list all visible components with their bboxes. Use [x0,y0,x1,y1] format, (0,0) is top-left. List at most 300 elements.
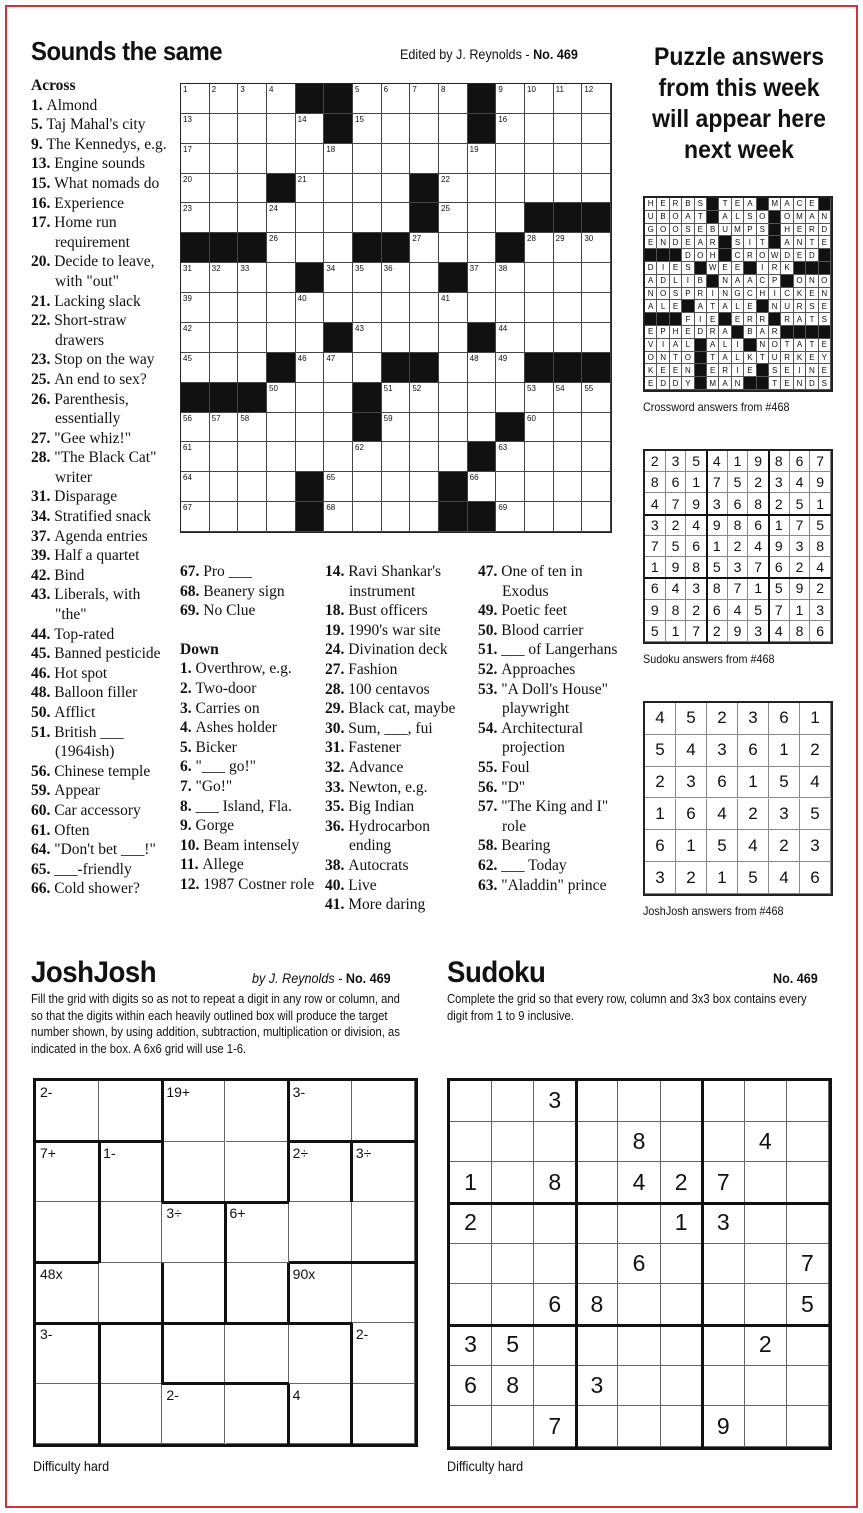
crossword-cell[interactable] [525,442,554,472]
crossword-cell[interactable] [468,233,497,263]
sudoku-given-cell[interactable]: 3 [534,1081,576,1122]
crossword-cell[interactable] [181,502,210,532]
crossword-cell[interactable] [410,442,439,472]
sudoku-given-cell[interactable]: 7 [534,1406,576,1447]
crossword-cell[interactable] [267,293,296,323]
crossword-cell[interactable] [582,442,611,472]
crossword-cell[interactable] [353,144,382,174]
crossword-cell[interactable] [210,413,239,443]
crossword-cell[interactable] [496,114,525,144]
crossword-cell[interactable] [525,233,554,263]
crossword-cell[interactable] [324,353,353,383]
crossword-cell[interactable] [468,263,497,293]
sudoku-empty-cell[interactable] [618,1406,660,1447]
sudoku-empty-cell[interactable] [576,1162,618,1203]
sudoku-empty-cell[interactable] [787,1081,829,1122]
sudoku-grid[interactable] [447,1078,832,1450]
crossword-cell[interactable] [267,233,296,263]
crossword-cell[interactable] [582,114,611,144]
crossword-cell[interactable] [496,293,525,323]
joshjosh-cell[interactable] [36,1202,99,1263]
crossword-cell[interactable] [382,472,411,502]
crossword-cell[interactable] [267,442,296,472]
sudoku-given-cell[interactable]: 8 [618,1122,660,1163]
crossword-cell[interactable] [582,84,611,114]
crossword-cell[interactable] [439,323,468,353]
crossword-cell[interactable] [582,413,611,443]
crossword-cell[interactable] [468,174,497,204]
sudoku-given-cell[interactable]: 5 [787,1284,829,1325]
crossword-cell[interactable] [324,442,353,472]
sudoku-given-cell[interactable]: 8 [534,1162,576,1203]
crossword-cell[interactable] [210,84,239,114]
crossword-cell[interactable] [353,472,382,502]
clue-text: No Clue [203,602,256,620]
sudoku-empty-cell[interactable] [492,1162,534,1203]
sudoku-given-cell[interactable]: 6 [618,1244,660,1285]
crossword-cell[interactable] [324,413,353,443]
crossword-cell[interactable] [238,323,267,353]
sudoku-empty-cell[interactable] [534,1366,576,1407]
crossword-cell[interactable] [439,114,468,144]
crossword-cell[interactable] [181,144,210,174]
sudoku-given-cell[interactable]: 3 [703,1203,745,1244]
crossword-cell[interactable] [353,84,382,114]
crossword-cell[interactable] [468,413,497,443]
crossword-cell[interactable] [210,502,239,532]
sudoku-empty-cell[interactable] [745,1284,787,1325]
sudoku-empty-cell[interactable] [534,1244,576,1285]
crossword-cell[interactable] [353,293,382,323]
crossword-cell[interactable] [210,353,239,383]
sudoku-empty-cell[interactable] [492,1122,534,1163]
crossword-cell[interactable] [267,323,296,353]
joshjosh-cell[interactable] [162,1142,225,1203]
answer-cell: L [732,211,744,224]
crossword-cell[interactable] [410,144,439,174]
crossword-cell[interactable] [582,144,611,174]
crossword-cell[interactable] [210,114,239,144]
sudoku-empty-cell[interactable] [703,1366,745,1407]
sudoku-given-cell[interactable]: 9 [703,1406,745,1447]
sudoku-empty-cell[interactable] [450,1244,492,1285]
crossword-cell[interactable] [324,203,353,233]
sudoku-empty-cell[interactable] [661,1081,703,1122]
crossword-cell[interactable] [468,144,497,174]
joshjosh-cell[interactable] [36,1384,99,1445]
sudoku-empty-cell[interactable] [576,1406,618,1447]
sudoku-empty-cell[interactable] [787,1122,829,1163]
sudoku-given-cell[interactable]: 3 [576,1366,618,1407]
crossword-cell[interactable] [267,383,296,413]
crossword-cell[interactable] [582,472,611,502]
sudoku-empty-cell[interactable] [661,1122,703,1163]
crossword-cell[interactable] [410,323,439,353]
sudoku-empty-cell[interactable] [661,1325,703,1366]
crossword-cell[interactable] [439,233,468,263]
crossword-cell[interactable] [554,263,583,293]
crossword-cell[interactable] [554,442,583,472]
joshjosh-cell[interactable] [352,1081,415,1142]
crossword-cell[interactable] [210,442,239,472]
crossword-cell[interactable] [353,323,382,353]
sudoku-given-cell[interactable]: 2 [450,1203,492,1244]
crossword-cell[interactable] [525,263,554,293]
crossword-cell[interactable] [210,472,239,502]
sudoku-empty-cell[interactable] [576,1203,618,1244]
crossword-cell[interactable] [324,502,353,532]
crossword-cell[interactable] [324,233,353,263]
crossword-cell[interactable] [554,174,583,204]
crossword-cell[interactable] [496,383,525,413]
crossword-cell[interactable] [382,413,411,443]
crossword-cell[interactable] [496,84,525,114]
sudoku-empty-cell[interactable] [618,1081,660,1122]
crossword-cell[interactable] [439,144,468,174]
joshjosh-cell[interactable] [352,1263,415,1324]
crossword-cell[interactable] [496,353,525,383]
crossword-cell[interactable] [267,203,296,233]
crossword-cell[interactable] [181,413,210,443]
sudoku-given-cell[interactable]: 8 [492,1366,534,1407]
crossword-cell[interactable] [353,263,382,293]
crossword-cell[interactable] [181,263,210,293]
crossword-cell[interactable] [324,383,353,413]
crossword-cell[interactable] [554,413,583,443]
crossword-cell[interactable] [267,502,296,532]
answer-cell: A [719,352,731,365]
crossword-cell[interactable] [439,383,468,413]
joshjosh-cell[interactable] [226,1081,289,1142]
joshjosh-cell[interactable] [226,1384,289,1445]
joshjosh-grid[interactable] [33,1078,418,1447]
crossword-cell[interactable] [468,203,497,233]
sudoku-empty-cell[interactable] [745,1406,787,1447]
crossword-cell[interactable] [324,472,353,502]
crossword-cell[interactable] [238,353,267,383]
crossword-cell[interactable] [410,263,439,293]
sudoku-given-cell[interactable]: 3 [450,1325,492,1366]
crossword-cell[interactable] [210,323,239,353]
crossword-cell[interactable] [382,383,411,413]
answer-cell: W [707,262,719,275]
crossword-cell[interactable] [382,323,411,353]
crossword-cell[interactable] [181,203,210,233]
sudoku-empty-cell[interactable] [661,1284,703,1325]
sudoku-empty-cell[interactable] [450,1122,492,1163]
sudoku-empty-cell[interactable] [787,1325,829,1366]
sudoku-empty-cell[interactable] [745,1366,787,1407]
joshjosh-cell[interactable] [99,1323,162,1384]
sudoku-empty-cell[interactable] [745,1081,787,1122]
crossword-cell[interactable] [554,502,583,532]
crossword-cell[interactable] [439,174,468,204]
crossword-cell[interactable] [582,383,611,413]
sudoku-empty-cell[interactable] [492,1203,534,1244]
crossword-cell[interactable] [296,383,325,413]
sudoku-empty-cell[interactable] [534,1203,576,1244]
crossword-cell[interactable] [582,263,611,293]
sudoku-empty-cell[interactable] [576,1122,618,1163]
crossword-cell[interactable] [439,293,468,323]
crossword-cell[interactable] [382,502,411,532]
crossword-cell[interactable] [496,502,525,532]
crossword-cell[interactable] [353,174,382,204]
crossword-cell[interactable] [210,263,239,293]
crossword-cell[interactable] [296,114,325,144]
crossword-cell[interactable] [238,203,267,233]
crossword-cell[interactable] [525,323,554,353]
sudoku-given-cell[interactable]: 8 [576,1284,618,1325]
crossword-cell[interactable] [496,174,525,204]
crossword-cell[interactable] [238,293,267,323]
crossword-cell[interactable] [382,293,411,323]
sudoku-empty-cell[interactable] [618,1284,660,1325]
crossword-cell[interactable] [238,502,267,532]
sudoku-given-cell[interactable]: 1 [450,1162,492,1203]
clue-text: Parenthesis, essentially [54,390,129,428]
crossword-cell[interactable] [410,233,439,263]
crossword-cell[interactable] [210,293,239,323]
crossword-cell[interactable] [238,413,267,443]
crossword-cell[interactable] [382,442,411,472]
crossword-cell[interactable] [525,114,554,144]
crossword-cell[interactable] [439,442,468,472]
sudoku-empty-cell[interactable] [534,1325,576,1366]
crossword-cell[interactable] [267,84,296,114]
crossword-cell[interactable] [267,263,296,293]
joshjosh-cell[interactable] [162,1263,225,1324]
sudoku-empty-cell[interactable] [450,1284,492,1325]
sudoku-given-cell[interactable]: 4 [618,1162,660,1203]
crossword-cell[interactable] [296,233,325,263]
sudoku-empty-cell[interactable] [703,1325,745,1366]
crossword-black-cell [496,413,525,443]
crossword-cell[interactable] [181,174,210,204]
crossword-cell[interactable] [468,293,497,323]
sudoku-empty-cell[interactable] [745,1203,787,1244]
crossword-cell[interactable] [296,174,325,204]
crossword-cell[interactable] [554,323,583,353]
joshjosh-cell[interactable] [226,1142,289,1203]
crossword-cell[interactable] [554,472,583,502]
crossword-cell[interactable] [238,263,267,293]
crossword-cell[interactable] [468,383,497,413]
crossword-cell[interactable] [525,84,554,114]
sudoku-empty-cell[interactable] [745,1244,787,1285]
sudoku-empty-cell[interactable] [703,1081,745,1122]
sudoku-empty-cell[interactable] [450,1406,492,1447]
sudoku-empty-cell[interactable] [787,1162,829,1203]
sudoku-empty-cell[interactable] [534,1122,576,1163]
crossword-cell[interactable] [382,84,411,114]
crossword-cell[interactable] [554,233,583,263]
crossword-cell[interactable] [296,413,325,443]
sudoku-empty-cell[interactable] [618,1366,660,1407]
sudoku-empty-cell[interactable] [661,1406,703,1447]
sudoku-given-cell[interactable]: 5 [492,1325,534,1366]
crossword-cell[interactable] [496,144,525,174]
crossword-cell[interactable] [496,472,525,502]
sudoku-empty-cell[interactable] [787,1203,829,1244]
crossword-cell[interactable] [382,114,411,144]
crossword-cell[interactable] [296,293,325,323]
crossword-cell[interactable] [238,114,267,144]
sudoku-empty-cell[interactable] [492,1284,534,1325]
crossword-cell[interactable] [582,233,611,263]
joshjosh-cell[interactable] [226,1323,289,1384]
joshjosh-cell[interactable] [99,1263,162,1324]
crossword-cell[interactable] [582,323,611,353]
sudoku-empty-cell[interactable] [492,1244,534,1285]
joshjosh-cell[interactable] [226,1263,289,1324]
sudoku-empty-cell[interactable] [618,1203,660,1244]
crossword-cell[interactable] [382,203,411,233]
sudoku-empty-cell[interactable] [492,1406,534,1447]
joshjosh-cell[interactable] [289,1323,352,1384]
crossword-cell[interactable] [267,472,296,502]
answer-cell: I [707,288,719,301]
crossword-cell[interactable] [525,502,554,532]
joshjosh-cell[interactable] [99,1202,162,1263]
crossword-cell[interactable] [439,84,468,114]
crossword-cell[interactable] [496,263,525,293]
crossword-cell[interactable] [181,323,210,353]
crossword-cell[interactable] [525,293,554,323]
sudoku-given-cell[interactable]: 4 [745,1122,787,1163]
sudoku-empty-cell[interactable] [450,1081,492,1122]
crossword-cell[interactable] [410,502,439,532]
crossword-cell[interactable] [353,442,382,472]
crossword-cell[interactable] [410,413,439,443]
sudoku-given-cell[interactable]: 2 [661,1162,703,1203]
crossword-cell[interactable] [267,413,296,443]
crossword-cell[interactable] [181,353,210,383]
crossword-cell[interactable] [210,144,239,174]
crossword-cell[interactable] [238,442,267,472]
crossword-cell[interactable] [554,84,583,114]
crossword-cell[interactable] [410,472,439,502]
crossword-cell[interactable] [525,383,554,413]
crossword-cell[interactable] [210,203,239,233]
crossword-cell[interactable] [353,114,382,144]
crossword-cell[interactable] [382,174,411,204]
crossword-cell[interactable] [181,84,210,114]
sudoku-empty-cell[interactable] [618,1325,660,1366]
crossword-cell[interactable] [582,293,611,323]
crossword-cell[interactable] [554,114,583,144]
crossword-cell[interactable] [181,293,210,323]
crossword-cell[interactable] [554,144,583,174]
joshjosh-cell[interactable] [99,1081,162,1142]
crossword-cell[interactable] [582,502,611,532]
sudoku-empty-cell[interactable] [787,1366,829,1407]
sudoku-empty-cell[interactable] [703,1244,745,1285]
crossword-cell[interactable] [439,203,468,233]
sudoku-empty-cell[interactable] [576,1244,618,1285]
crossword-cell[interactable] [296,144,325,174]
joshjosh-cell[interactable] [99,1384,162,1445]
crossword-cell[interactable] [324,293,353,323]
crossword-cell[interactable] [353,203,382,233]
crossword-cell[interactable] [181,442,210,472]
crossword-cell[interactable] [238,472,267,502]
crossword-cell[interactable] [525,174,554,204]
crossword-cell[interactable] [181,472,210,502]
crossword-cell[interactable] [525,472,554,502]
crossword-cell-number: 33 [240,264,250,274]
joshjosh-cell[interactable] [289,1202,352,1263]
crossword-cell[interactable] [382,263,411,293]
joshjosh-cell[interactable] [352,1202,415,1263]
crossword-cell[interactable] [439,413,468,443]
crossword-cell[interactable] [353,353,382,383]
crossword-cell[interactable] [410,383,439,413]
crossword-cell[interactable] [410,293,439,323]
sudoku-empty-cell[interactable] [661,1366,703,1407]
crossword-cell[interactable] [554,293,583,323]
sudoku-empty-cell[interactable] [576,1325,618,1366]
sudoku-given-cell[interactable]: 2 [745,1325,787,1366]
crossword-cell[interactable] [238,84,267,114]
crossword-cell[interactable] [210,174,239,204]
crossword-cell[interactable] [324,174,353,204]
crossword-cell[interactable] [267,114,296,144]
crossword-cell[interactable] [468,472,497,502]
crossword-cell[interactable] [296,203,325,233]
crossword-cell[interactable] [267,144,296,174]
crossword-cell[interactable] [582,174,611,204]
crossword-cell[interactable] [382,144,411,174]
sudoku-empty-cell[interactable] [703,1284,745,1325]
joshjosh-cell[interactable] [352,1384,415,1445]
crossword-cell[interactable] [324,263,353,293]
sudoku-empty-cell[interactable] [703,1122,745,1163]
crossword-cell[interactable] [410,114,439,144]
crossword-grid[interactable] [180,83,612,533]
sudoku-empty-cell[interactable] [745,1162,787,1203]
crossword-cell[interactable] [496,203,525,233]
crossword-cell[interactable] [324,144,353,174]
sudoku-given-cell[interactable]: 7 [787,1244,829,1285]
crossword-cell[interactable] [296,323,325,353]
crossword-cell[interactable] [181,114,210,144]
sudoku-empty-cell[interactable] [576,1081,618,1122]
sudoku-given-cell[interactable]: 7 [703,1162,745,1203]
sudoku-empty-cell[interactable] [492,1081,534,1122]
sudoku-empty-cell[interactable] [661,1244,703,1285]
crossword-cell[interactable] [410,84,439,114]
sudoku-given-cell[interactable]: 6 [450,1366,492,1407]
crossword-cell[interactable] [468,353,497,383]
crossword-cell[interactable] [496,442,525,472]
crossword-cell[interactable] [238,174,267,204]
crossword-cell[interactable] [525,144,554,174]
sudoku-empty-cell[interactable] [787,1406,829,1447]
crossword-cell[interactable] [525,413,554,443]
crossword-cell[interactable] [296,353,325,383]
sudoku-given-cell[interactable]: 1 [661,1203,703,1244]
joshjosh-cell[interactable] [162,1323,225,1384]
crossword-cell[interactable] [296,442,325,472]
crossword-cell[interactable] [439,353,468,383]
sudoku-given-cell[interactable]: 6 [534,1284,576,1325]
crossword-cell[interactable] [238,144,267,174]
crossword-cell[interactable] [353,502,382,532]
crossword-cell[interactable] [496,323,525,353]
crossword-cell[interactable] [554,383,583,413]
answer-cell: R [794,300,806,313]
